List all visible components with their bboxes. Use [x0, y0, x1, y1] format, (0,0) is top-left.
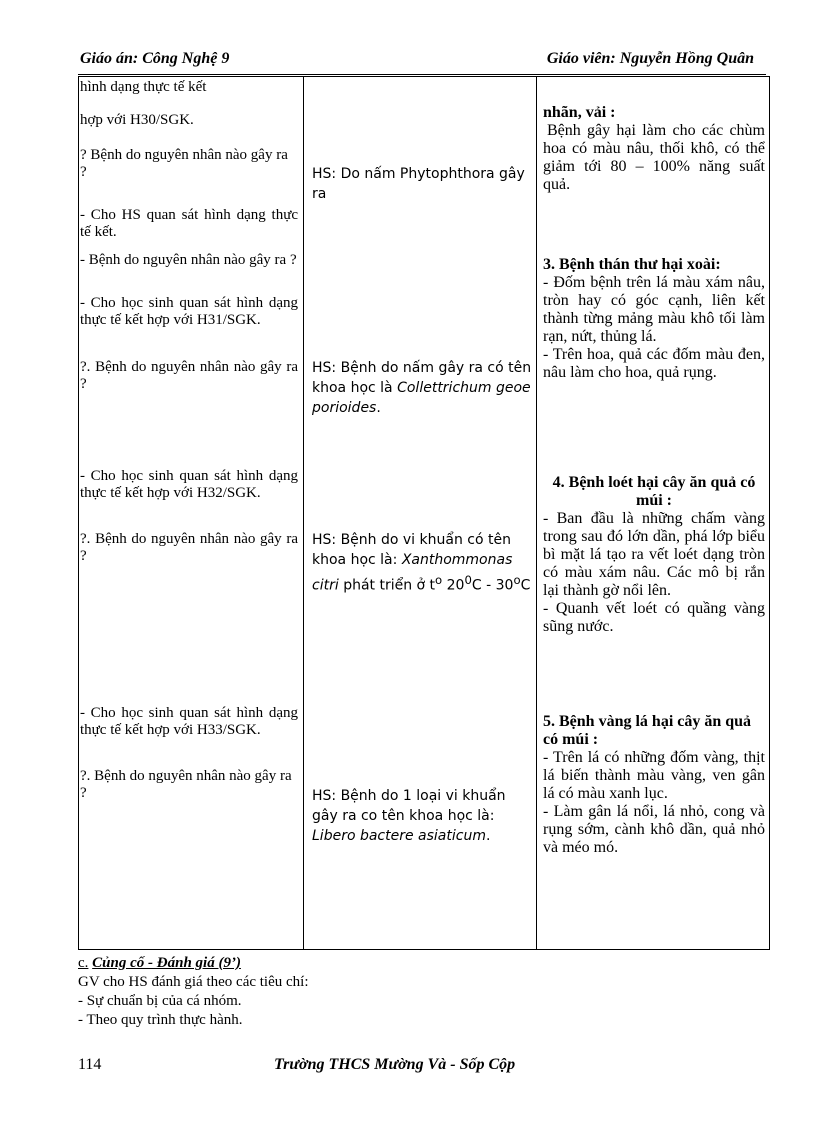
col1-question-2: - Bệnh do nguyên nhân nào gây ra ? [80, 252, 297, 268]
superscript: 0 [464, 573, 472, 587]
col1-question-3: ?. Bệnh do nguyên nhân nào gây ra ? [80, 359, 298, 392]
col1-question-1: ? Bệnh do nguyên nhân nào gây ra ? [80, 147, 288, 180]
answer-text: 20 [446, 577, 465, 594]
section-body: - Đốm bệnh trên lá màu xám nâu, tròn hay có góc cạnh, liên kết thành từng mảng màu khô tối làm rạn, nứt, thủng lá. [543, 274, 765, 345]
consolidation-line: - Theo quy trình thực hành. [78, 1012, 243, 1028]
section-body: - Quanh vết loét có quầng vàng sũng nước. [543, 600, 765, 635]
answer-text: C - 30 [471, 577, 514, 594]
section-prefix: c. [78, 955, 89, 971]
col1-instruction-1: - Cho HS quan sát hình dạng thực tế kết. [80, 207, 298, 240]
section-title: 5. Bệnh vàng lá hại cây ăn quả có múi : [543, 713, 752, 748]
consolidation-line: - Sự chuẩn bị của cá nhóm. [78, 993, 242, 1009]
col1-intro-line: hình dạng thực tế kết [80, 79, 207, 95]
section-body: - Trên hoa, quả các đốm màu đen, nâu làm cho hoa, quả rụng. [543, 346, 765, 381]
lesson-table [78, 76, 770, 950]
section-3 [543, 256, 765, 382]
section-title: 3. Bệnh thán thư hại xoài: [543, 256, 721, 273]
superscript: o [435, 573, 443, 587]
superscript: o [513, 573, 521, 587]
section-title: Củng cố - Đánh giá (9’) [92, 955, 241, 971]
consolidation-line: GV cho HS đánh giá theo các tiêu chí: [78, 974, 309, 990]
section-4 [543, 474, 765, 636]
page-header [78, 48, 766, 75]
consolidation-heading [78, 954, 766, 973]
col1-spacer [80, 96, 298, 112]
section-5 [543, 713, 765, 857]
col1-question-4: ?. Bệnh do nguyên nhân nào gây ra ? [80, 531, 298, 564]
section-body: - Ban đầu là những chấm vàng trong sau đó lớn dần, phá lớp biểu bì mặt lá tạo ra vết loét dạng tròn có màu xám nâu. Các mô bị rắn lại thành gờ nổi lên. [543, 510, 765, 599]
section-body: - Trên lá có những đốm vàng, thịt lá biến thành màu vàng, ven gân lá có màu xanh lục. [543, 749, 765, 802]
col2-answer-4: HS: Bệnh do 1 loại vi khuẩn gây ra co tên khoa học là: Libero bactere asiaticum. [312, 788, 506, 844]
student-activity-column [304, 77, 537, 950]
col1-question-5: ?. Bệnh do nguyên nhân nào gây ra ? [80, 768, 292, 801]
scientific-name: Xanthommonas citri [312, 552, 513, 594]
page-footer [78, 1056, 766, 1078]
school-name: Trường THCS Mường Và - Sốp Cộp [274, 1056, 516, 1073]
answer-text: phát triển ở t [343, 577, 436, 594]
teacher-activity-column [79, 77, 304, 950]
section-body: Bệnh gây hại làm cho các chùm hoa có màu nâu, thối khô, có thể giảm tới 80 – 100% năng suất quả. [543, 122, 765, 193]
col1-instruction-3: - Cho học sinh quan sát hình dạng thực tế kết hợp với H32/SGK. [80, 468, 298, 501]
scientific-name: Libero bactere asiaticum [312, 828, 486, 844]
col2-answer-1: HS: Do nấm Phytophthora gây ra [312, 166, 525, 202]
page-number: 114 [78, 1056, 102, 1073]
section-title: nhãn, vải : [543, 104, 616, 121]
consolidation-section [78, 954, 766, 1030]
answer-text: HS: Bệnh do 1 loại vi khuẩn gây ra co tên khoa học là: [312, 788, 506, 824]
section-2 [543, 104, 765, 194]
answer-text: C [520, 577, 531, 594]
col1-intro-line: hợp với H30/SGK. [80, 112, 194, 128]
header-subject: Giáo án: Công Nghệ 9 [80, 50, 230, 67]
col1-instruction-2: - Cho học sinh quan sát hình dạng thực tế kết hợp với H31/SGK. [80, 295, 298, 328]
col1-instruction-4: - Cho học sinh quan sát hình dạng thực tế kết hợp với H33/SGK. [80, 705, 298, 738]
scientific-name: Collettrichum geoe porioides [312, 380, 531, 416]
col1-intro [80, 79, 298, 129]
content-column [537, 77, 770, 950]
col2-answer-3 [312, 530, 534, 596]
answer-text: HS: Bệnh do nấm gây ra có tên khoa học là [312, 360, 532, 396]
header-teacher: Giáo viên: Nguyễn Hồng Quân [546, 50, 754, 67]
section-title: 4. Bệnh loét hại cây ăn quả có múi : [552, 474, 756, 509]
col2-answer-2: HS: Bệnh do nấm gây ra có tên khoa học là Collettrichum geoe porioides. [312, 360, 532, 416]
section-body: - Làm gân lá nổi, lá nhỏ, cong và rụng sớm, cành khô dần, quả nhỏ và méo mó. [543, 803, 765, 856]
answer-text: HS: Bệnh do vi khuẩn có tên khoa học là: [312, 532, 511, 568]
